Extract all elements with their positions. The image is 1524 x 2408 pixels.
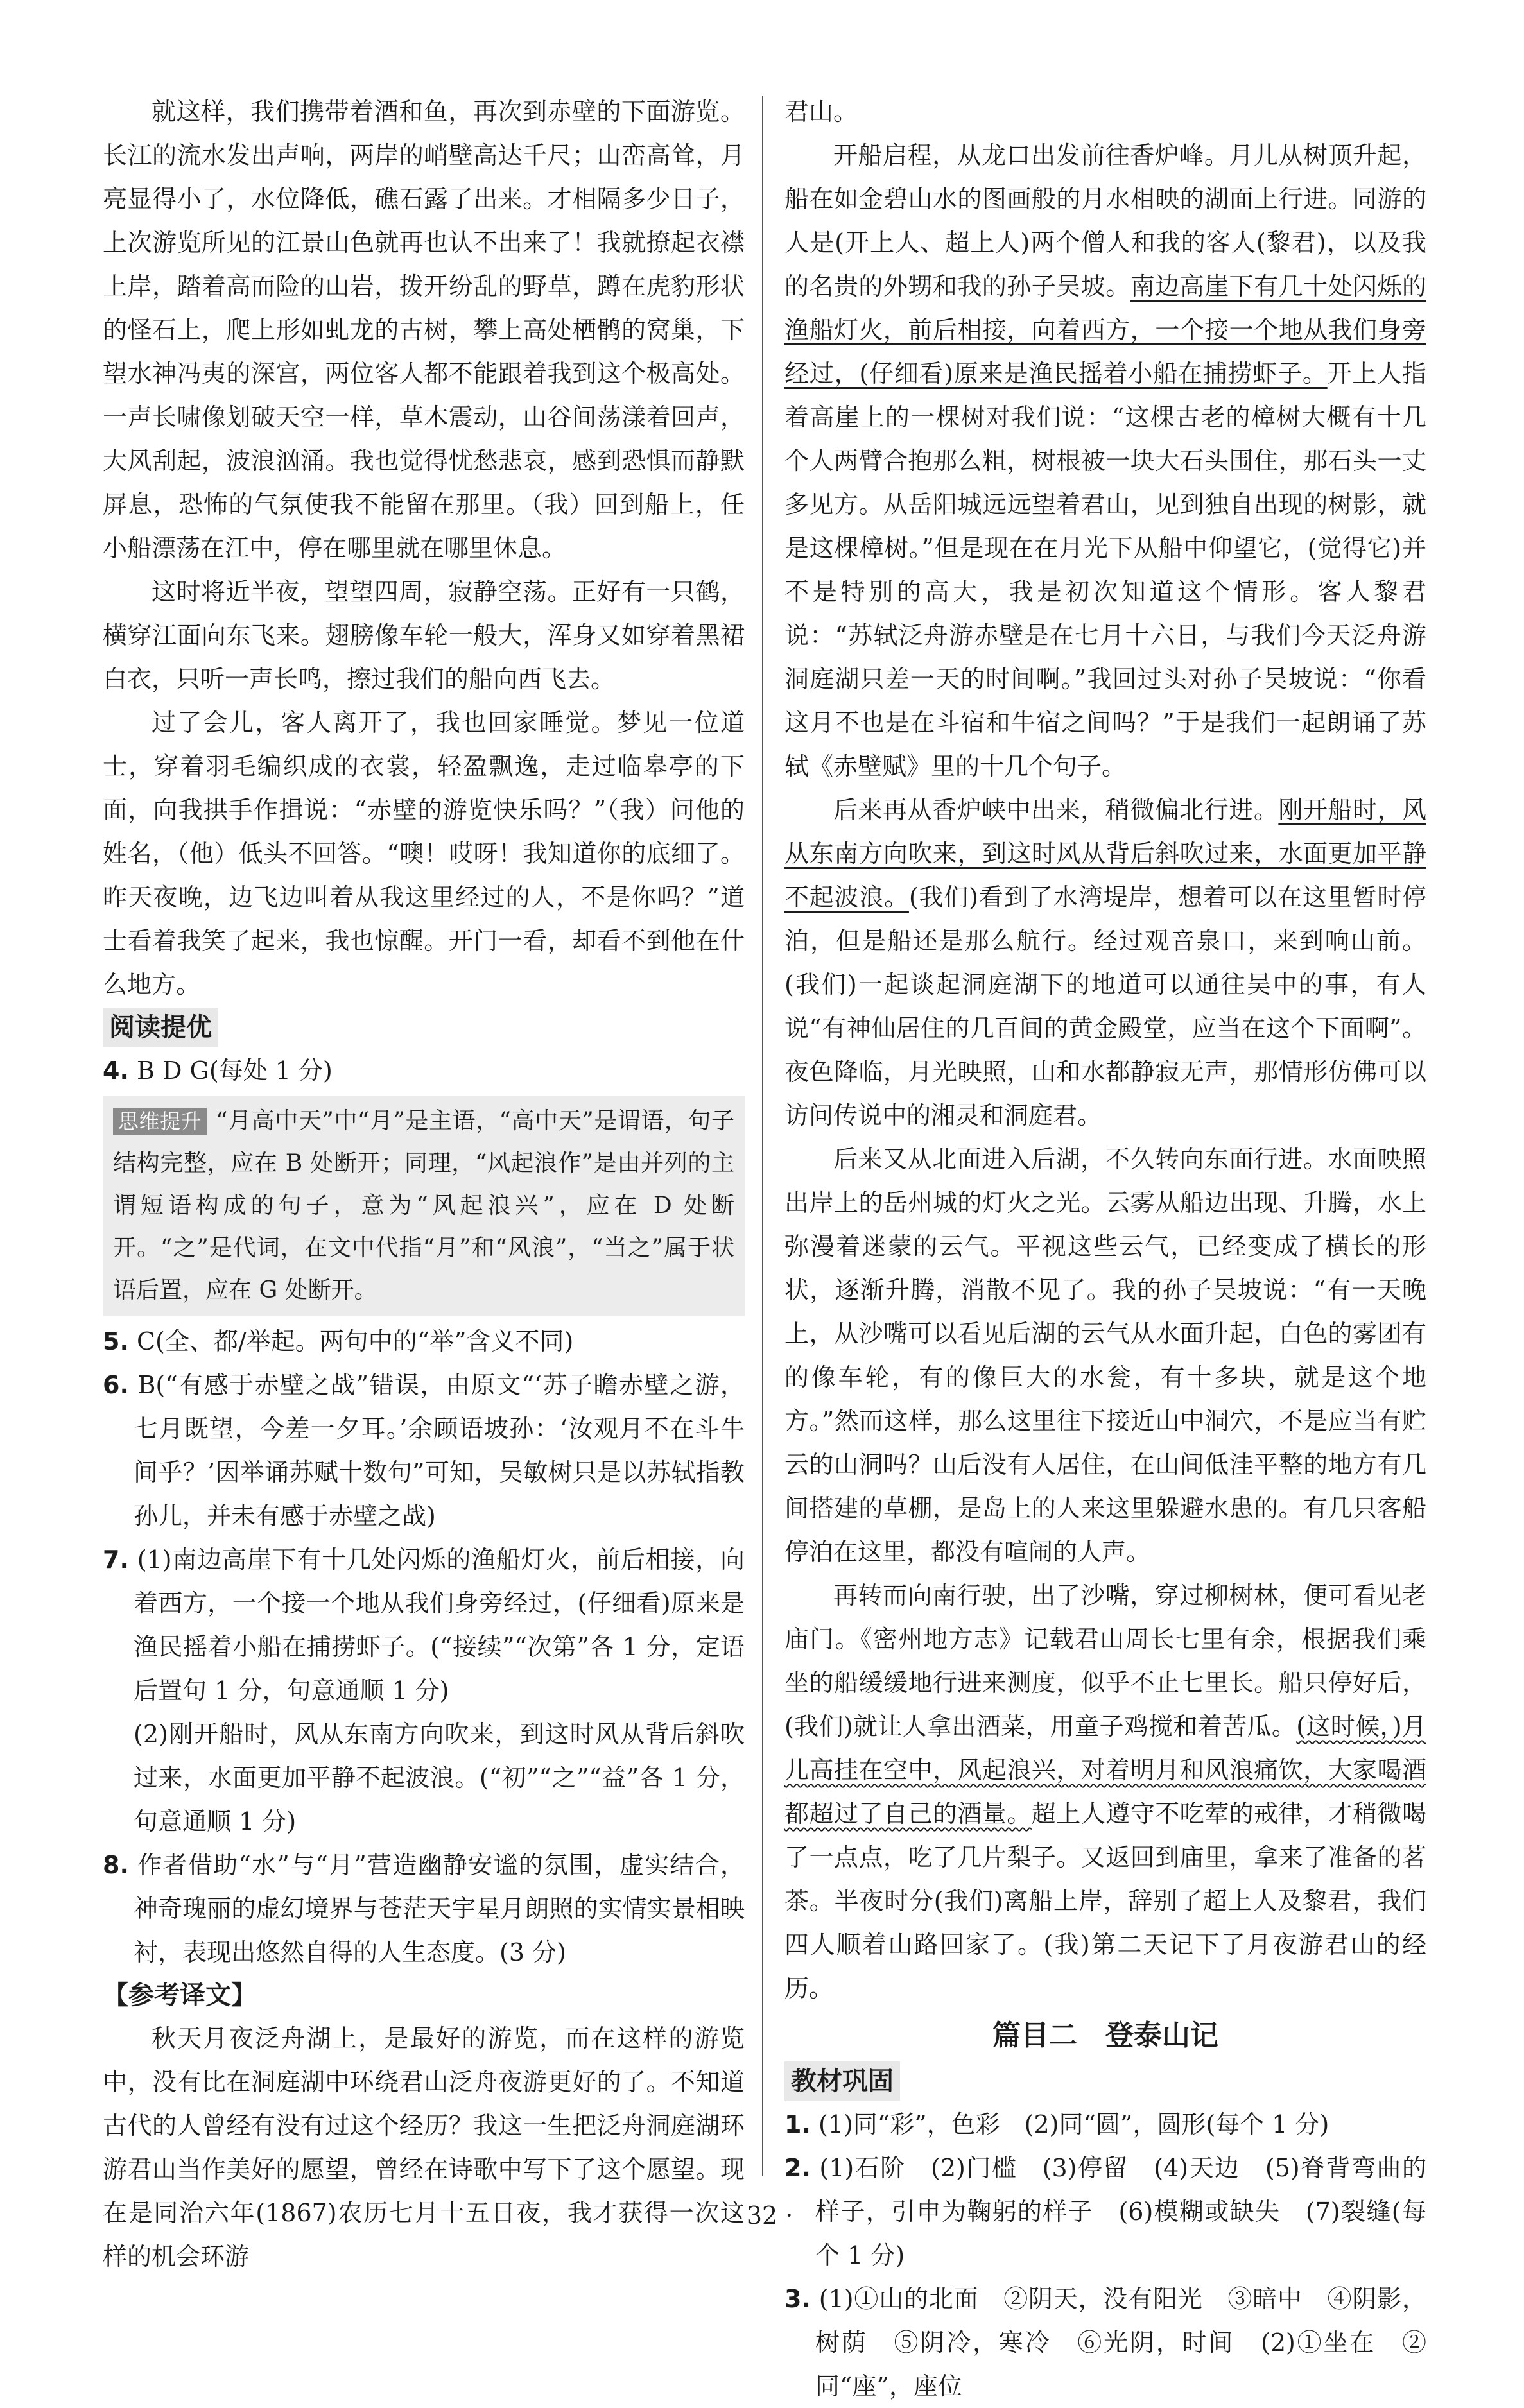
right-column (784, 90, 1426, 2408)
item-text: (2)刚开船时，风从东南方向吹来，到这时风从背后斜吹过来，水面更加平静不起波浪。(“初”“之”“益”各 1 分，句意通顺 1 分) (134, 1720, 745, 1836)
item-number: 5. (103, 1327, 129, 1355)
left-column (103, 90, 745, 2278)
item-number: 8. (103, 1851, 129, 1879)
item-text: C(全、都/举起。两句中的“举”含义不同) (136, 1327, 574, 1355)
item-number: 4. (103, 1056, 129, 1085)
answer-item-7-part-2 (103, 1712, 745, 1843)
answer-item-8 (103, 1843, 745, 1974)
translation-paragraph: 秋天月夜泛舟湖上，是最好的游览，而在这样的游览中，没有比在洞庭湖中环绕君山泛舟夜游更好的了。不知道古代的人曾经有没有过这个经历？我这一生把泛舟洞庭湖环游君山当作美好的愿望，曾经在诗歌中写下了这个愿望。现在是同治六年(1867)农历七月十五日夜，我才获得一次这样的机会环游 (103, 2024, 745, 2271)
item-text: B D G(每处 1 分) (136, 1056, 333, 1085)
item-text: (1)石阶 (2)门槛 (3)停留 (4)天边 (5)脊背弯曲的样子，引申为鞠躬的样子 (6)模糊或缺失 (7)裂缝(每个 1 分) (815, 2154, 1426, 2269)
item-number: 1. (784, 2110, 811, 2138)
item-number: 6. (103, 1371, 129, 1399)
item-number: 3. (784, 2285, 811, 2313)
translation-paragraph (784, 788, 1426, 1137)
page-number: · 32 · (731, 2201, 793, 2230)
section-title: 篇目二 登泰山记 (992, 2019, 1218, 2052)
answer-item-6 (103, 1363, 745, 1538)
answer-item-4 (103, 1049, 745, 1092)
item-text: (1)①山的北面 ②阴天，没有阳光 ③暗中 ④阴影，树荫 ⑤阴冷，寒冷 ⑥光阴，时间 (2)①坐在 ②同“座”，座位 (815, 2285, 1426, 2400)
translation-paragraph: 过了会儿，客人离开了，我也回家睡觉。梦见一位道士，穿着羽毛编织成的衣裳，轻盈飘逸，走过临皋亭的下面，向我拱手作揖说：“赤壁的游览快乐吗？”（我）问他的姓名，（他）低头不回答。“噢！哎呀！我知道你的底细了。昨天夜晚，边飞边叫着从我这里经过的人，不是你吗？”道士看着我笑了起来，我也惊醒。开门一看，却看不到他在什么地方。 (103, 709, 745, 999)
item-number: 7. (103, 1545, 129, 1574)
translation-paragraph: 君山。 (784, 98, 858, 126)
text-run: 后来再从香炉峡中出来，稍微偏北行进。 (833, 796, 1279, 824)
text-run: 超上人遵守不吃荤的戒律，才稍微喝了一点点，吃了几片梨子。又返回到庙里，拿来了准备的茗茶。半夜时分(我们)离船上岸，辞别了超上人及黎君，我们四人顺着山路回家了。(我)第二天记下了月夜游君山的经历。 (784, 1800, 1426, 2002)
underlined-sentence: 南边高崖下有几十处闪烁的渔船灯火，前后相接，向着西方，一个接一个地从我们身旁经过，(仔细看)原来是渔民摇着小船在捕捞虾子。 (784, 272, 1426, 388)
section-heading-reading (103, 1008, 745, 1047)
translation-paragraph: 就这样，我们携带着酒和鱼，再次到赤壁的下面游览。长江的流水发出声响，两岸的峭壁高达千尺；山峦高耸，月亮显得小了，水位降低，礁石露了出来。才相隔多少日子，上次游览所见的江景山色就再也认不出来了！我就撩起衣襟上岸，踏着高而险的山岩，拨开纷乱的野草，蹲在虎豹形状的怪石上，爬上形如虬龙的古树，攀上高处栖鹘的窝巢，下望水神冯夷的深宫，两位客人都不能跟着我到这个极高处。一声长啸像划破天空一样，草木震动，山谷间荡漾着回声，大风刮起，波浪汹涌。我也觉得忧愁悲哀，感到恐惧而静默屏息，恐怖的气氛使我不能留在那里。（我）回到船上，任小船漂荡在江中，停在哪里就在哪里休息。 (103, 98, 745, 562)
translation-paragraph (784, 1574, 1426, 2010)
translation-paragraph: 后来又从北面进入后湖，不久转向东面行进。水面映照出岸上的岳州城的灯火之光。云雾从船边出现、升腾，水上弥漫着迷蒙的云气。平视这些云气，已经变成了横长的形状，逐渐升腾，消散不见了。我的孙子吴坡说：“有一天晚上，从沙嘴可以看见后湖的云气从水面升起，白色的雾团有的像车轮，有的像巨大的水瓮，有十多块，就是这个地方。”然而这样，那么这里往下接近山中洞穴，不是应当有贮云的山洞吗？山后没有人居住，在山间低洼平整的地方有几间搭建的草棚，是岛上的人来这里躲避水患的。有几只客船停泊在这里，都没有喧闹的人声。 (784, 1145, 1426, 1566)
translation-paragraph (784, 133, 1426, 788)
answer-item-7 (103, 1538, 745, 1712)
tip-text: “月高中天”中“月”是主语，“高中天”是谓语，句子结构完整，应在 B 处断开；同理，“风起浪作”是由并列的主谓短语构成的句子，意为“风起浪兴”，应在 D 处断开。“之”是代词，在文中代指“月”和“风浪”，“当之”属于状语后置，应在 G 处断开。 (113, 1108, 734, 1303)
text-run: 开上人指着高崖上的一棵树对我们说：“这棵古老的樟树大概有十几个人两臂合抱那么粗，树根被一块大石头围住，那石头一丈多见方。从岳阳城远远望着君山，见到独自出现的树影，就是这棵樟树。”但是现在在月光下从船中仰望它，(觉得它)并不是特别的高大，我是初次知道这个情形。客人黎君说：“苏轼泛舟游赤壁是在七月十六日，与我们今天泛舟游洞庭湖只差一天的时间啊。”我回过头对孙子吴坡说：“你看这月不也是在斗宿和牛宿之间吗？”于是我们一起朗诵了苏轼《赤壁赋》里的十几个句子。 (784, 359, 1426, 780)
text-run: 再转而向南行驶，出了沙嘴，穿过柳树林，便可看见老庙门。《密州地方志》记载君山周长七里有余，根据我们乘坐的船缓缓地行进来测度，似乎不止七里长。船只停好后，(我们)就让人拿出酒菜，用童子鸡搅和着苦瓜。 (784, 1581, 1426, 1741)
answer-item-3 (784, 2277, 1426, 2408)
text-run: 开船启程，从龙口出发前往香炉峰。月儿从树顶升起，船在如金碧山水的图画般的月水相映的湖面上行进。同游的人是(开上人、超上人)两个僧人和我的客人(黎君)，以及我的名贵的外甥和我的孙子吴坡。 (784, 141, 1426, 300)
translation-paragraph: 这时将近半夜，望望四周，寂静空荡。正好有一只鹤，横穿江面向东飞来。翅膀像车轮一般大，浑身又如穿着黑裙白衣，只听一声长鸣，擦过我们的船向西飞去。 (103, 578, 745, 693)
item-text: B(“有感于赤壁之战”错误，由原文“‘苏子瞻赤壁之游，七月既望，今差一夕耳。’余顾语坡孙：‘汝观月不在斗牛间乎？’因举诵苏赋十数句”可知，吴敏树只是以苏轼指教孙儿，并未有感于赤壁之战) (134, 1371, 745, 1530)
column-divider (762, 96, 763, 2176)
section-heading-textbook (784, 2061, 1426, 2101)
section-heading-translation: 【参考译文】 (103, 1981, 257, 2010)
heading-label: 教材巩固 (784, 2061, 900, 2101)
item-text: (1)同“彩”，色彩 (2)同“圆”，圆形(每个 1 分) (818, 2110, 1329, 2138)
item-text: 作者借助“水”与“月”营造幽静安谧的氛围，虚实结合，神奇瑰丽的虚幻境界与苍茫天宇星月朗照的实情实景相映衬，表现出悠然自得的人生态度。(3 分) (134, 1851, 745, 1966)
item-number: 2. (784, 2154, 811, 2182)
thinking-tip-box (103, 1096, 745, 1316)
answer-item-5 (103, 1320, 745, 1363)
tip-label: 思维提升 (113, 1108, 207, 1135)
wavy-underlined-sentence: (这时候，)月儿高挂在空中，风起浪兴，对着明月和风浪痛饮，大家喝酒都超过了自己的酒量。 (784, 1712, 1426, 1828)
heading-label: 阅读提优 (103, 1008, 218, 1047)
underlined-sentence: 刚开船时，风从东南方向吹来，到这时风从背后斜吹过来，水面更加平静不起波浪。 (784, 796, 1426, 911)
item-text: (1)南边高崖下有十几处闪烁的渔船灯火，前后相接，向着西方，一个接一个地从我们身旁经过，(仔细看)原来是渔民摇着小船在捕捞虾子。(“接续”“次第”各 1 分，定语后置句 1 分，句意通顺 1 分) (134, 1545, 745, 1705)
answer-item-1 (784, 2103, 1426, 2146)
text-run: (我们)看到了水湾堤岸，想着可以在这里暂时停泊，但是船还是那么航行。经过观音泉口，来到响山前。(我们)一起谈起洞庭湖下的地道可以通往吴中的事，有人说“有神仙居住的几百间的黄金殿堂，应当在这个下面啊”。夜色降临，月光映照，山和水都静寂无声，那情形仿佛可以访问传说中的湘灵和洞庭君。 (784, 883, 1426, 1130)
